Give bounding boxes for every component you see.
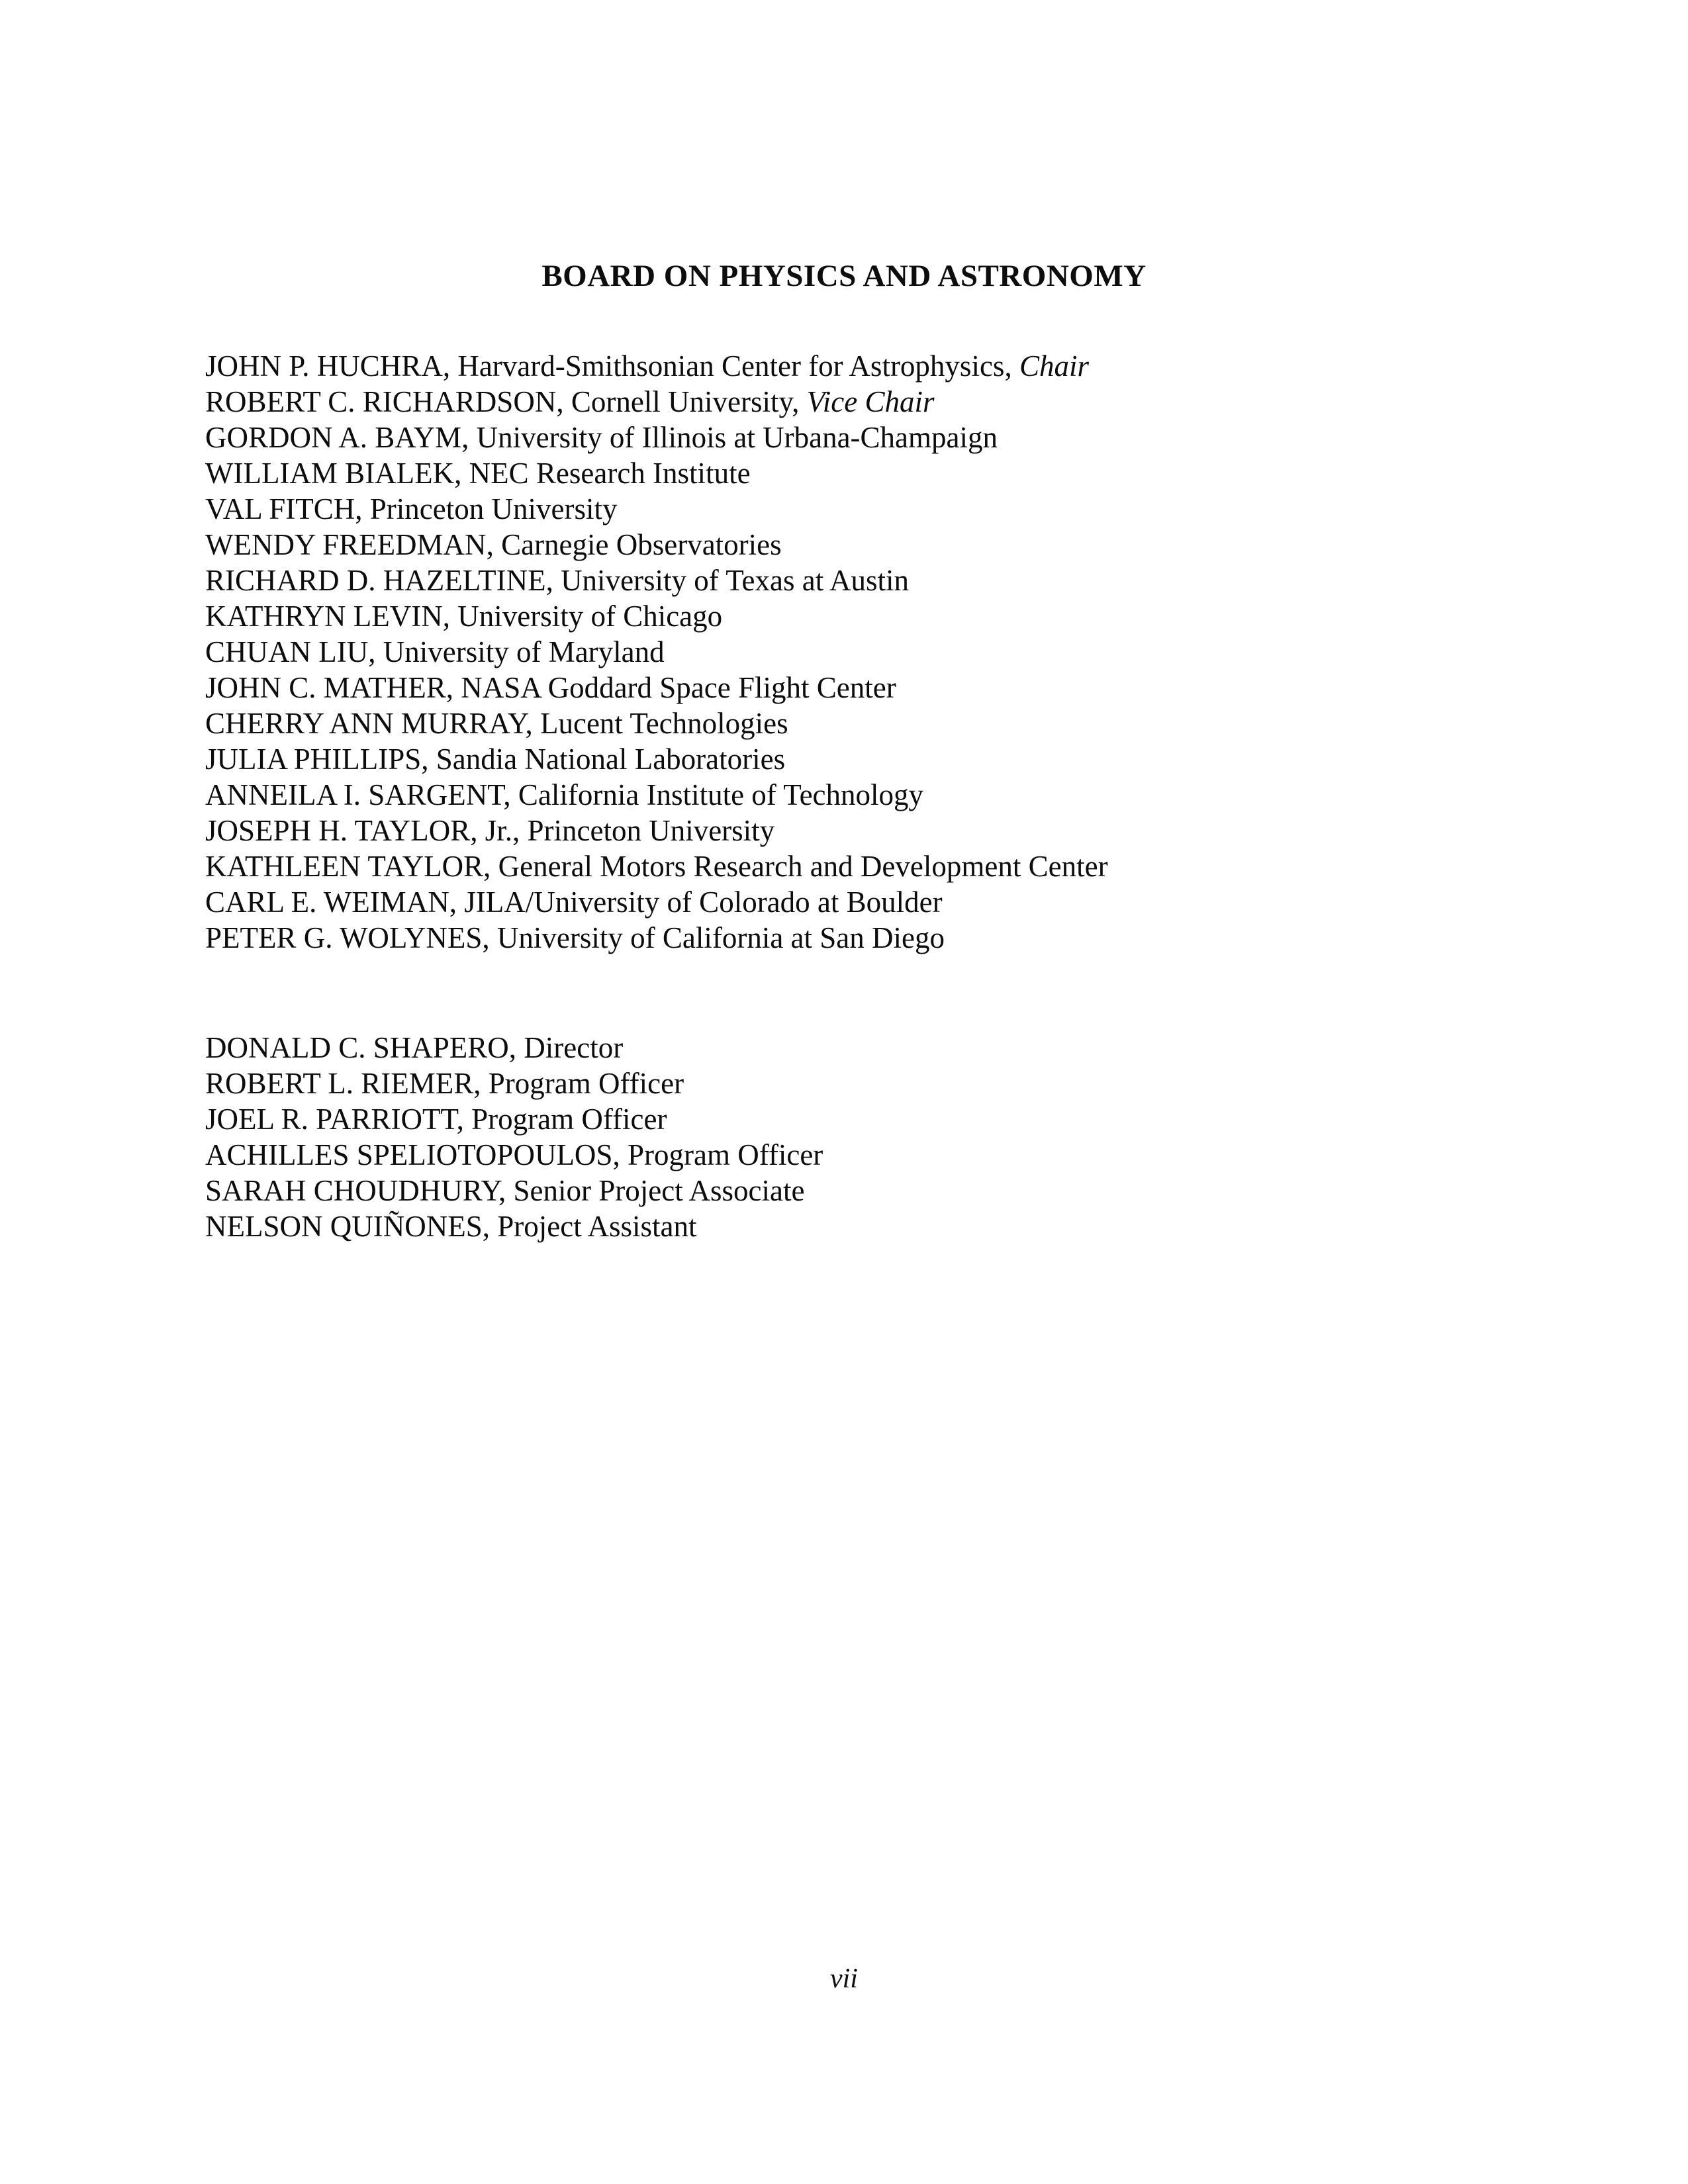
board-member-row	[205, 920, 1556, 956]
member-name: JULIA PHILLIPS	[205, 743, 422, 776]
staff-role: , Project Assistant	[482, 1210, 697, 1243]
member-name: CHERRY ANN MURRAY	[205, 707, 526, 740]
member-name: VAL FITCH	[205, 492, 355, 525]
member-role: Chair	[1019, 349, 1089, 383]
staff-name: DONALD C. SHAPERO	[205, 1031, 509, 1064]
member-affiliation: , Carnegie Observatories	[486, 528, 782, 561]
page-title: BOARD ON PHYSICS AND ASTRONOMY	[541, 259, 1147, 293]
member-affiliation: , JILA/University of Colorado at Boulder	[449, 886, 943, 919]
staff-name: JOEL R. PARRIOTT	[205, 1103, 457, 1136]
staff-name: ROBERT L. RIEMER	[205, 1067, 474, 1100]
staff-role: , Program Officer	[612, 1138, 823, 1171]
member-name: JOHN C. MATHER	[205, 671, 446, 704]
member-affiliation: , University of Chicago	[442, 600, 723, 633]
staff-role: , Program Officer	[456, 1103, 667, 1136]
board-member-row	[205, 527, 1556, 563]
member-affiliation: , NASA Goddard Space Flight Center	[445, 671, 896, 704]
member-affiliation: , Princeton University	[355, 492, 618, 525]
staff-name: NELSON QUIÑONES	[205, 1210, 483, 1243]
member-name: RICHARD D. HAZELTINE	[205, 564, 546, 597]
staff-role: , Director	[508, 1031, 624, 1064]
member-affiliation: , General Motors Research and Development Center	[483, 850, 1108, 883]
member-affiliation: , Princeton University	[512, 814, 775, 847]
member-affiliation: , Sandia National Laboratories	[421, 743, 786, 776]
board-member-row	[205, 563, 1556, 598]
member-role: Vice Chair	[806, 385, 935, 418]
staff-name: ACHILLES SPELIOTOPOULOS	[205, 1138, 613, 1171]
staff-name: SARAH CHOUDHURY	[205, 1174, 499, 1207]
member-affiliation: , NEC Research Institute	[454, 457, 751, 490]
member-affiliation: , Lucent Technologies	[525, 707, 788, 740]
board-member-row	[205, 455, 1556, 491]
staff-role: , Program Officer	[473, 1067, 684, 1100]
page-number: vii	[830, 1964, 858, 1994]
member-affiliation: , California Institute of Technology	[503, 778, 924, 811]
board-member-row	[205, 705, 1556, 741]
board-member-row	[205, 598, 1556, 634]
member-name: KATHLEEN TAYLOR	[205, 850, 484, 883]
member-affiliation: , University of California at San Diego	[482, 921, 945, 954]
staff-list	[205, 1030, 1556, 1244]
member-name: CHUAN LIU	[205, 635, 369, 668]
board-member-row	[205, 813, 1556, 848]
member-affiliation: , University of Illinois at Urbana-Champaign	[461, 421, 998, 454]
staff-role: , Senior Project Associate	[498, 1174, 805, 1207]
member-affiliation: , Harvard-Smithsonian Center for Astrophysics	[442, 349, 1005, 383]
member-name: PETER G. WOLYNES	[205, 921, 483, 954]
member-name: GORDON A. BAYM	[205, 421, 462, 454]
board-member-row	[205, 491, 1556, 527]
staff-row	[205, 1137, 1556, 1173]
board-member-row	[205, 848, 1556, 884]
member-name: ROBERT C. RICHARDSON	[205, 385, 557, 418]
member-name: JOHN P. HUCHRA	[205, 349, 443, 383]
board-member-row	[205, 777, 1556, 813]
staff-row	[205, 1101, 1556, 1137]
staff-row	[205, 1066, 1556, 1101]
board-member-row: ROBERT C. RICHARDSON, Cornell University, Vice Chair	[205, 385, 935, 418]
member-name: WILLIAM BIALEK	[205, 457, 455, 490]
board-member-row	[205, 884, 1556, 920]
member-name: KATHRYN LEVIN	[205, 600, 443, 633]
board-member-row	[205, 741, 1556, 777]
member-name: CARL E. WEIMAN	[205, 886, 449, 919]
member-name: JOSEPH H. TAYLOR, Jr.	[205, 814, 512, 847]
member-name: ANNEILA I. SARGENT	[205, 778, 504, 811]
staff-row	[205, 1208, 1556, 1244]
board-member-row	[205, 420, 1556, 455]
board-member-row: JOHN P. HUCHRA, Harvard-Smithsonian Center for Astrophysics, Chair	[205, 349, 1089, 383]
member-affiliation: , University of Maryland	[368, 635, 665, 668]
staff-row	[205, 1030, 1556, 1066]
board-member-row	[205, 670, 1556, 705]
member-affiliation: , Cornell University	[556, 385, 792, 418]
staff-row	[205, 1173, 1556, 1208]
board-member-list	[205, 348, 1556, 956]
member-affiliation: , University of Texas at Austin	[545, 564, 910, 597]
member-name: WENDY FREEDMAN	[205, 528, 487, 561]
board-member-row	[205, 634, 1556, 670]
